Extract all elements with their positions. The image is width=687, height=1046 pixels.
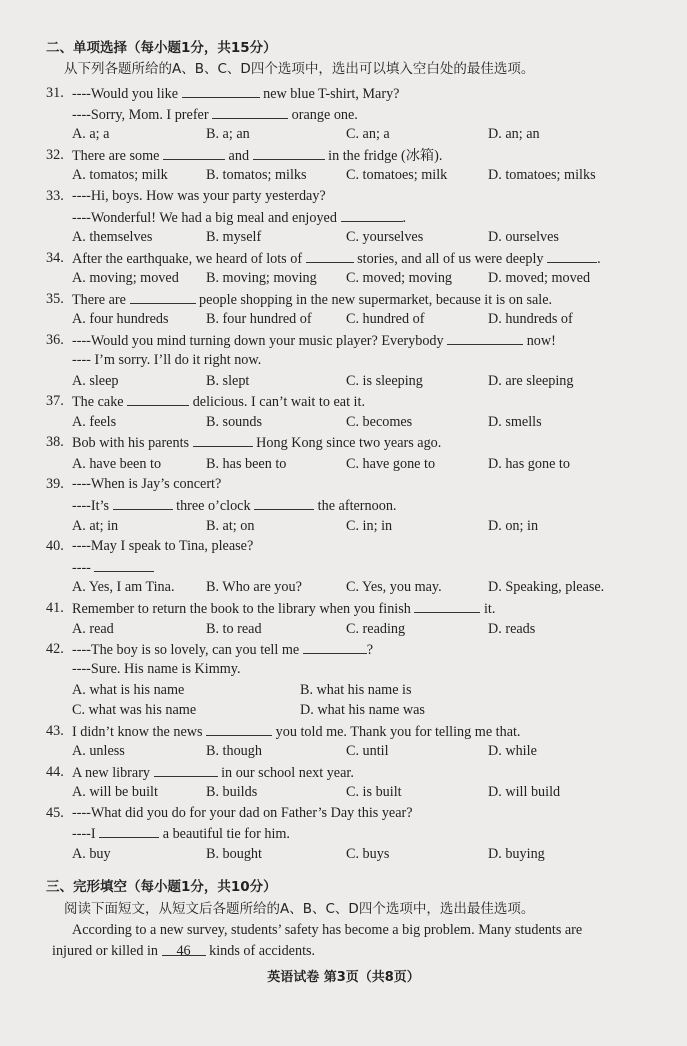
stem-text: A new library	[72, 765, 154, 781]
answer-blank	[206, 721, 272, 736]
question-number: 38.	[46, 434, 64, 450]
option-d[interactable]: D. smells	[488, 414, 542, 430]
question-line	[0, 432, 687, 452]
option-b[interactable]: B. bought	[206, 846, 262, 862]
passage-text-2	[52, 941, 315, 961]
option-c[interactable]: C. buys	[346, 846, 390, 862]
option-d[interactable]: D. hundreds of	[488, 311, 573, 327]
answer-blank	[303, 639, 367, 654]
option-c[interactable]: C. tomatoes; milk	[346, 167, 448, 183]
stem-text: I didn’t know the news	[72, 724, 207, 740]
option-b[interactable]: B. tomatos; milks	[206, 167, 307, 183]
option-d[interactable]: D. an; an	[488, 126, 540, 142]
options-row	[0, 782, 687, 802]
options-row	[0, 165, 687, 185]
stem-text: people shopping in the new supermarket, because it is on sale.	[195, 292, 553, 308]
stem-text: and	[225, 148, 253, 164]
question-line	[0, 248, 687, 268]
answer-blank	[253, 145, 325, 160]
passage-text-2b: kinds of accidents.	[205, 943, 316, 959]
option-b[interactable]: B. slept	[206, 373, 250, 389]
question-stem	[72, 639, 373, 660]
question-line	[0, 803, 687, 823]
options-row	[0, 700, 687, 720]
question-line	[0, 557, 687, 577]
stem-text: There are	[72, 292, 130, 308]
question-number: 35.	[46, 291, 64, 307]
option-c[interactable]: C. until	[346, 743, 389, 759]
section2-instruction-line	[0, 59, 687, 79]
stem-text: you told me. Thank you for telling me that.	[272, 724, 521, 740]
question-number: 36.	[46, 332, 64, 348]
option-a[interactable]: A. tomatos; milk	[72, 167, 168, 183]
section2-instruction: 从下列各题所给的A、B、C、D四个选项中，选出可以填入空白处的最佳选项。	[64, 61, 535, 77]
question-stem	[72, 495, 396, 516]
answer-blank	[212, 104, 288, 119]
question-number: 37.	[46, 393, 64, 409]
option-b[interactable]: B. though	[206, 743, 262, 759]
question-number: 40.	[46, 538, 64, 554]
answer-blank	[94, 557, 154, 572]
option-b[interactable]: B. sounds	[206, 414, 262, 430]
question-stem	[72, 659, 241, 679]
question-line	[0, 83, 687, 103]
question-line	[0, 721, 687, 741]
option-b[interactable]: B. at; on	[206, 518, 255, 534]
question-number: 31.	[46, 85, 64, 101]
stem-text: delicious. I can’t wait to eat it.	[189, 394, 365, 410]
question-stem	[72, 330, 556, 351]
question-number: 43.	[46, 723, 64, 739]
answer-blank	[113, 495, 173, 510]
question-line	[0, 762, 687, 782]
option-c[interactable]: C. have gone to	[346, 456, 436, 472]
question-line	[0, 536, 687, 556]
section3-instruction: 阅读下面短文，从短文后各题所给的A、B、C、D四个选项中，选出最佳选项。	[64, 901, 535, 917]
question-stem	[72, 391, 365, 412]
question-stem	[72, 803, 413, 823]
options-row	[0, 454, 687, 474]
question-line	[0, 659, 687, 679]
option-b[interactable]: B. has been to	[206, 456, 287, 472]
section2-title-line	[0, 38, 687, 58]
passage-blank-46: 46	[162, 941, 206, 956]
passage-text-2a: injured or killed in	[52, 943, 162, 959]
options-row	[0, 516, 687, 536]
section3-title-line	[0, 877, 687, 897]
stem-text: ----May I speak to Tina, please?	[72, 538, 254, 554]
stem-text: it.	[480, 601, 496, 617]
question-line	[0, 474, 687, 494]
options-row	[0, 412, 687, 432]
options-row	[0, 371, 687, 391]
option-a[interactable]: A. Yes, I am Tina.	[72, 579, 175, 595]
question-stem	[72, 474, 221, 494]
question-stem	[72, 104, 358, 125]
question-line	[0, 207, 687, 227]
stem-text: ----I	[72, 826, 100, 842]
question-stem	[72, 721, 520, 742]
option-a[interactable]: A. read	[72, 621, 114, 637]
question-stem	[72, 248, 601, 269]
options-row	[0, 124, 687, 144]
stem-text: ----The boy is so lovely, can you tell me	[72, 642, 303, 658]
question-stem	[72, 598, 495, 619]
option-d[interactable]: D. ourselves	[488, 229, 559, 245]
section2-title: 二、单项选择（每小题1分，共15分）	[46, 40, 277, 56]
answer-blank	[254, 495, 314, 510]
question-number: 34.	[46, 250, 64, 266]
question-number: 32.	[46, 147, 64, 163]
section3-title: 三、完形填空（每小题1分，共10分）	[46, 879, 277, 895]
options-row	[0, 680, 687, 700]
question-stem	[72, 289, 552, 310]
stem-text: three o’clock	[172, 498, 255, 514]
passage-line-1	[0, 920, 687, 940]
question-stem	[72, 432, 441, 453]
option-b[interactable]: B. a; an	[206, 126, 250, 142]
stem-text: ----Wonderful! We had a big meal and enjoyed	[72, 210, 341, 226]
answer-blank	[341, 207, 403, 222]
question-number: 45.	[46, 805, 64, 821]
question-line	[0, 104, 687, 124]
option-c[interactable]: C. is sleeping	[346, 373, 423, 389]
option-d[interactable]: D. Speaking, please.	[488, 579, 605, 595]
option-d[interactable]: D. has gone to	[488, 456, 570, 472]
stem-text: in our school next year.	[217, 765, 354, 781]
option-a[interactable]: A. unless	[72, 743, 125, 759]
option-d[interactable]: D. while	[488, 743, 537, 759]
answer-blank	[193, 432, 253, 447]
question-line	[0, 350, 687, 370]
answer-blank	[547, 248, 597, 263]
stem-text: ----It’s	[72, 498, 113, 514]
option-c[interactable]: C. an; a	[346, 126, 390, 142]
stem-text: ----Would you mind turning down your music player? Everybody	[72, 333, 448, 349]
page-footer: 英语试卷 第3页（共8页）	[267, 970, 420, 985]
options-row	[0, 309, 687, 329]
passage-line-2	[0, 941, 687, 961]
answer-blank	[306, 248, 354, 263]
question-line	[0, 598, 687, 618]
option-b[interactable]: B. what his name is	[300, 682, 412, 698]
stem-text: now!	[523, 333, 556, 349]
question-number: 33.	[46, 188, 64, 204]
stem-text: the afternoon.	[314, 498, 397, 514]
option-d[interactable]: D. moved; moved	[488, 270, 591, 286]
option-a[interactable]: A. a; a	[72, 126, 110, 142]
question-line	[0, 823, 687, 843]
question-stem	[72, 145, 442, 166]
answer-blank	[130, 289, 196, 304]
question-stem	[72, 823, 290, 844]
option-d[interactable]: D. will build	[488, 784, 561, 800]
option-a[interactable]: A. what is his name	[72, 682, 185, 698]
answer-blank	[163, 145, 225, 160]
option-d[interactable]: D. on; in	[488, 518, 539, 534]
options-row	[0, 844, 687, 864]
stem-text: ----Hi, boys. How was your party yesterday?	[72, 188, 326, 204]
option-a[interactable]: A. buy	[72, 846, 111, 862]
stem-text: The cake	[72, 394, 128, 410]
stem-text: Bob with his parents	[72, 435, 193, 451]
option-d[interactable]: D. buying	[488, 846, 545, 862]
options-row	[0, 741, 687, 761]
answer-blank	[414, 598, 480, 613]
stem-text: There are some	[72, 148, 163, 164]
option-d[interactable]: D. reads	[488, 621, 536, 637]
stem-text: ----Sure. His name is Kimmy.	[72, 661, 241, 677]
options-row	[0, 227, 687, 247]
stem-text: .	[597, 251, 601, 267]
option-a[interactable]: A. feels	[72, 414, 117, 430]
stem-text: ?	[366, 642, 374, 658]
question-stem	[72, 83, 399, 104]
stem-text: orange one.	[288, 107, 358, 123]
option-a[interactable]: A. have been to	[72, 456, 162, 472]
question-stem	[72, 557, 154, 578]
stem-text: new blue T-shirt, Mary?	[259, 86, 400, 102]
options-row	[0, 577, 687, 597]
question-number: 41.	[46, 600, 64, 616]
option-c[interactable]: C. reading	[346, 621, 406, 637]
stem-text: stories, and all of us were deeply	[353, 251, 548, 267]
stem-text: ----What did you do for your dad on Father’s Day this year?	[72, 805, 413, 821]
question-line	[0, 145, 687, 165]
option-b[interactable]: B. Who are you?	[206, 579, 302, 595]
option-c[interactable]: C. is built	[346, 784, 402, 800]
question-line	[0, 391, 687, 411]
option-c[interactable]: C. becomes	[346, 414, 413, 430]
option-d[interactable]: D. what his name was	[300, 702, 425, 718]
options-row	[0, 619, 687, 639]
question-number: 39.	[46, 476, 64, 492]
question-stem	[72, 536, 253, 556]
question-line	[0, 186, 687, 206]
option-b[interactable]: B. myself	[206, 229, 262, 245]
stem-text: in the fridge (冰箱).	[324, 148, 443, 164]
option-c[interactable]: C. hundred of	[346, 311, 425, 327]
option-d[interactable]: D. are sleeping	[488, 373, 574, 389]
stem-text: .	[402, 210, 407, 226]
answer-blank	[127, 391, 189, 406]
answer-blank	[99, 823, 159, 838]
section3-instruction-line	[0, 899, 687, 919]
stem-text: ----Would you like	[72, 86, 182, 102]
answer-blank	[154, 762, 218, 777]
option-b[interactable]: B. builds	[206, 784, 258, 800]
passage-text-1: According to a new survey, students’ safety has become a big problem. Many students are	[72, 922, 583, 938]
option-c[interactable]: C. moved; moving	[346, 270, 453, 286]
question-line	[0, 495, 687, 515]
option-c[interactable]: C. what was his name	[72, 702, 197, 718]
option-a[interactable]: A. four hundreds	[72, 311, 169, 327]
option-a[interactable]: A. at; in	[72, 518, 119, 534]
stem-text: ----	[72, 560, 95, 576]
question-stem	[72, 762, 354, 783]
question-stem	[72, 207, 406, 228]
option-c[interactable]: C. Yes, you may.	[346, 579, 442, 595]
stem-text: ----When is Jay’s concert?	[72, 476, 222, 492]
option-a[interactable]: A. moving; moved	[72, 270, 179, 286]
question-line	[0, 639, 687, 659]
options-row	[0, 268, 687, 288]
option-d[interactable]: D. tomatoes; milks	[488, 167, 596, 183]
stem-text: Hong Kong since two years ago.	[252, 435, 442, 451]
answer-blank	[182, 83, 260, 98]
question-number: 44.	[46, 764, 64, 780]
stem-text: ----Sorry, Mom. I prefer	[72, 107, 213, 123]
stem-text: a beautiful tie for him.	[159, 826, 290, 842]
question-line	[0, 289, 687, 309]
question-stem	[72, 186, 326, 206]
question-stem	[72, 350, 261, 370]
option-b[interactable]: B. to read	[206, 621, 262, 637]
option-c[interactable]: C. yourselves	[346, 229, 424, 245]
stem-text: Remember to return the book to the library when you finish	[72, 601, 415, 617]
option-c[interactable]: C. in; in	[346, 518, 393, 534]
option-a[interactable]: A. sleep	[72, 373, 119, 389]
stem-text: ---- I’m sorry. I’ll do it right now.	[72, 352, 262, 368]
stem-text: After the earthquake, we heard of lots of	[72, 251, 306, 267]
option-b[interactable]: B. moving; moving	[206, 270, 317, 286]
question-line	[0, 330, 687, 350]
answer-blank	[447, 330, 523, 345]
question-number: 42.	[46, 641, 64, 657]
option-a[interactable]: A. will be built	[72, 784, 158, 800]
option-b[interactable]: B. four hundred of	[206, 311, 312, 327]
option-a[interactable]: A. themselves	[72, 229, 153, 245]
